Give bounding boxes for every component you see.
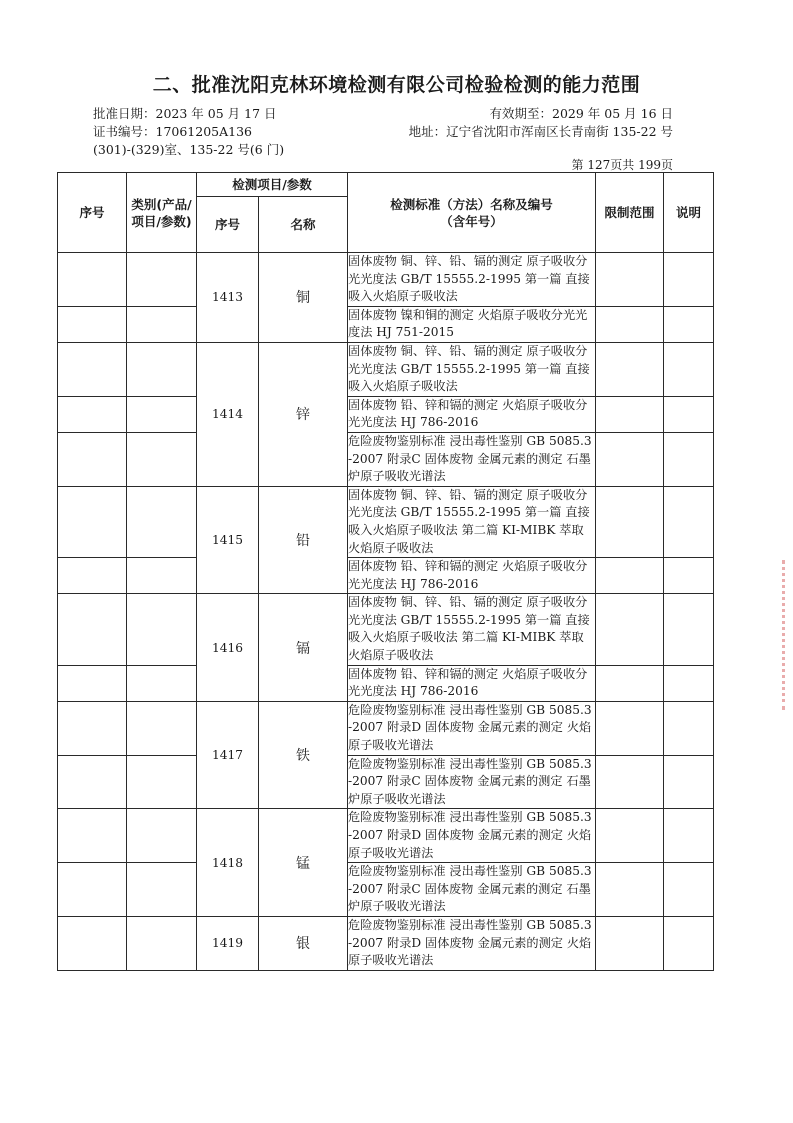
category-cell xyxy=(127,253,197,307)
item-name: 银 xyxy=(259,916,348,970)
item-number: 1415 xyxy=(197,486,259,594)
item-name: 铜 xyxy=(259,253,348,343)
standard-text: 固体废物 铜、锌、铅、镉的测定 原子吸收分光光度法 GB/T 15555.2-1995 第一篇 直接吸入火焰原子吸收法 第二篇 KI-MIBK 萃取火焰原子吸收法 xyxy=(348,486,596,557)
table-row xyxy=(58,594,714,665)
seq-cell xyxy=(58,253,127,307)
standard-text: 危险废物鉴别标准 浸出毒性鉴别 GB 5085.3 -2007 附录C 固体废物 金属元素的测定 石墨炉原子吸收光谱法 xyxy=(348,863,596,917)
note-cell xyxy=(664,396,714,432)
header-sub-seq: 序号 xyxy=(197,197,259,253)
item-name: 锰 xyxy=(259,809,348,917)
category-cell xyxy=(127,863,197,917)
item-number: 1418 xyxy=(197,809,259,917)
category-cell xyxy=(127,558,197,594)
limit-cell xyxy=(596,863,664,917)
table-row xyxy=(58,755,714,809)
header-sub-name: 名称 xyxy=(259,197,348,253)
standard-text: 固体废物 铅、锌和镉的测定 火焰原子吸收分光光度法 HJ 786-2016 xyxy=(348,665,596,701)
note-cell xyxy=(664,253,714,307)
seq-cell xyxy=(58,755,127,809)
table-row xyxy=(58,916,714,970)
standard-text: 危险废物鉴别标准 浸出毒性鉴别 GB 5085.3 -2007 附录C 固体废物 金属元素的测定 石墨炉原子吸收光谱法 xyxy=(348,755,596,809)
standard-text: 危险废物鉴别标准 浸出毒性鉴别 GB 5085.3 -2007 附录D 固体废物 金属元素的测定 火焰原子吸收光谱法 xyxy=(348,809,596,863)
table-row xyxy=(58,486,714,557)
approval-date: 批准日期：2023 年 05 月 17 日 xyxy=(93,106,277,121)
note-cell xyxy=(664,755,714,809)
header-category: 类别(产品/项目/参数) xyxy=(127,173,197,253)
category-cell xyxy=(127,342,197,396)
seq-cell xyxy=(58,916,127,970)
certificate-number: 证书编号：17061205A136 xyxy=(93,124,253,139)
limit-cell xyxy=(596,665,664,701)
item-number: 1416 xyxy=(197,594,259,702)
seq-cell xyxy=(58,396,127,432)
seq-cell xyxy=(58,306,127,342)
seq-cell xyxy=(58,558,127,594)
limit-cell xyxy=(596,594,664,665)
header-limit: 限制范围 xyxy=(596,173,664,253)
item-name: 锌 xyxy=(259,342,348,486)
category-cell xyxy=(127,755,197,809)
table-row xyxy=(58,665,714,701)
page-indicator: 第 127页共 199页 xyxy=(571,158,673,172)
table-row xyxy=(58,809,714,863)
standard-text: 固体废物 铜、锌、铅、镉的测定 原子吸收分光光度法 GB/T 15555.2-1995 第一篇 直接吸入火焰原子吸收法 第二篇 KI-MIBK 萃取火焰原子吸收法 xyxy=(348,594,596,665)
item-name: 铅 xyxy=(259,486,348,594)
seq-cell xyxy=(58,863,127,917)
table-row xyxy=(58,701,714,755)
header-standard: 检测标准（方法）名称及编号（含年号） xyxy=(348,173,596,253)
item-name: 铁 xyxy=(259,701,348,809)
category-cell xyxy=(127,306,197,342)
table-row xyxy=(58,432,714,486)
standard-text: 危险废物鉴别标准 浸出毒性鉴别 GB 5085.3 -2007 附录D 固体废物 金属元素的测定 火焰原子吸收光谱法 xyxy=(348,916,596,970)
table-row xyxy=(58,558,714,594)
table-row xyxy=(58,396,714,432)
limit-cell xyxy=(596,701,664,755)
seq-cell xyxy=(58,665,127,701)
limit-cell xyxy=(596,916,664,970)
note-cell xyxy=(664,432,714,486)
standard-text: 固体废物 铜、锌、铅、镉的测定 原子吸收分光光度法 GB/T 15555.2-1995 第一篇 直接吸入火焰原子吸收法 xyxy=(348,253,596,307)
address-continued: (301)-(329)室、135-22 号(6 门) xyxy=(93,142,285,157)
header-seq: 序号 xyxy=(58,173,127,253)
item-number: 1419 xyxy=(197,916,259,970)
standard-text: 固体废物 铅、锌和镉的测定 火焰原子吸收分光光度法 HJ 786-2016 xyxy=(348,396,596,432)
table-row xyxy=(58,342,714,396)
category-cell xyxy=(127,594,197,665)
seq-cell xyxy=(58,594,127,665)
item-number: 1414 xyxy=(197,342,259,486)
table-row xyxy=(58,253,714,307)
standard-text: 危险废物鉴别标准 浸出毒性鉴别 GB 5085.3 -2007 附录D 固体废物 金属元素的测定 火焰原子吸收光谱法 xyxy=(348,701,596,755)
address: 地址：辽宁省沈阳市浑南区长青南街 135-22 号 xyxy=(408,124,673,139)
category-cell xyxy=(127,665,197,701)
capability-table xyxy=(57,172,714,971)
header-test-item: 检测项目/参数 xyxy=(197,173,348,197)
standard-text: 固体废物 铜、锌、铅、镉的测定 原子吸收分光光度法 GB/T 15555.2-1995 第一篇 直接吸入火焰原子吸收法 xyxy=(348,342,596,396)
stamp-edge-mark xyxy=(782,560,793,710)
standard-text: 固体废物 镍和铜的测定 火焰原子吸收分光光度法 HJ 751-2015 xyxy=(348,306,596,342)
table-row xyxy=(58,863,714,917)
limit-cell xyxy=(596,432,664,486)
category-cell xyxy=(127,701,197,755)
standard-text: 固体废物 铅、锌和镉的测定 火焰原子吸收分光光度法 HJ 786-2016 xyxy=(348,558,596,594)
item-name: 镉 xyxy=(259,594,348,702)
table-body xyxy=(58,253,714,971)
note-cell xyxy=(664,916,714,970)
limit-cell xyxy=(596,755,664,809)
note-cell xyxy=(664,665,714,701)
category-cell xyxy=(127,432,197,486)
page-title: 二、批准沈阳克林环境检测有限公司检验检测的能力范围 xyxy=(152,74,641,96)
category-cell xyxy=(127,916,197,970)
valid-until: 有效期至：2029 年 05 月 16 日 xyxy=(489,106,673,121)
limit-cell xyxy=(596,809,664,863)
seq-cell xyxy=(58,809,127,863)
limit-cell xyxy=(596,306,664,342)
note-cell xyxy=(664,486,714,557)
seq-cell xyxy=(58,486,127,557)
seq-cell xyxy=(58,432,127,486)
seq-cell xyxy=(58,342,127,396)
item-number: 1417 xyxy=(197,701,259,809)
note-cell xyxy=(664,809,714,863)
note-cell xyxy=(664,863,714,917)
note-cell xyxy=(664,701,714,755)
category-cell xyxy=(127,486,197,557)
category-cell xyxy=(127,396,197,432)
item-number: 1413 xyxy=(197,253,259,343)
note-cell xyxy=(664,306,714,342)
standard-text: 危险废物鉴别标准 浸出毒性鉴别 GB 5085.3 -2007 附录C 固体废物 金属元素的测定 石墨炉原子吸收光谱法 xyxy=(348,432,596,486)
note-cell xyxy=(664,558,714,594)
limit-cell xyxy=(596,396,664,432)
note-cell xyxy=(664,594,714,665)
limit-cell xyxy=(596,558,664,594)
note-cell xyxy=(664,342,714,396)
limit-cell xyxy=(596,342,664,396)
category-cell xyxy=(127,809,197,863)
limit-cell xyxy=(596,253,664,307)
limit-cell xyxy=(596,486,664,557)
header-note: 说明 xyxy=(664,173,714,253)
table-row xyxy=(58,306,714,342)
seq-cell xyxy=(58,701,127,755)
